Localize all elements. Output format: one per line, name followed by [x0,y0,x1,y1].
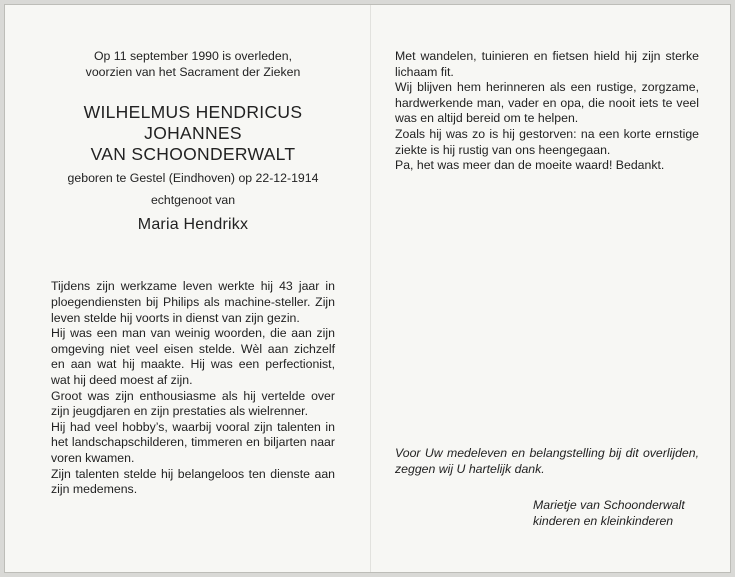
memory-paragraph: Zoals hij was zo is hij gestorven: na een korte ernstige ziekte is hij rustig van ons heengegaan. [395,126,699,157]
signature-line: kinderen en kleinkinderen [533,514,674,528]
signature [533,497,723,529]
bio-paragraph: Tijdens zijn werkzame leven werkte hij 43 jaar in ploegendiensten bij Philips als machine-steller. Zijn leven stelde hij voorts in dienst van zijn gezin. [51,279,335,325]
bio-paragraph: Groot was zijn enthousiasme als hij vertelde over zijn jeugdjaren en zijn prestaties als wielrenner. [51,388,335,419]
intro-line: voorzien van het Sacrament der Zieken [85,64,301,79]
spouse-label: echtgenoot van [150,192,236,207]
biography [51,279,335,497]
death-notice [51,49,335,80]
memory-paragraph: Pa, het was meer dan de moeite waard! Bedankt. [395,158,665,173]
memory-paragraph: Met wandelen, tuinieren en fietsen hield hij zijn sterke lichaam fit. [395,49,699,79]
intro-line: Op 11 september 1990 is overleden, [93,49,292,63]
deceased-name [51,102,335,165]
thank-you-note: Voor Uw medeleven en belangstelling bij dit overlijden, zeggen wij U hartelijk dank. [395,446,699,476]
bio-paragraph: Hij was een man van weinig woorden, die aan zijn omgeving niet veel eisen stelde. Wèl aan zichzelf en aan wat hij maakte. Hij was een perfectionist, wat hij deed moest af zijn. [51,326,335,387]
bio-paragraph: Zijn talenten stelde hij belangeloos ten dienste aan zijn medemens. [51,466,335,497]
spouse-name: Maria Hendrikx [137,216,249,234]
memorial-card [4,4,731,573]
card-fold [370,5,371,572]
bio-paragraph: Hij had veel hobby’s, waarbij vooral zijn talenten in het landschapschilderen, timmeren en biljarten naar voren kwamen. [51,419,335,465]
birth-info: geboren te Gestel (Eindhoven) op 22-12-1914 [67,171,319,186]
memory-paragraph: Wij blijven hem herinneren als een rustige, zorgzame, hardwerkende man, vader en opa, die nooit iets te veel was en altijd bereid om te helpen. [395,80,699,126]
right-panel [395,49,699,174]
name-line: WILHELMUS HENDRICUS [83,102,303,123]
name-line: VAN SCHOONDERWALT [90,144,296,165]
signature-line: Marietje van Schoonderwalt [533,498,685,512]
name-line: JOHANNES [144,123,242,144]
left-panel [51,49,335,498]
